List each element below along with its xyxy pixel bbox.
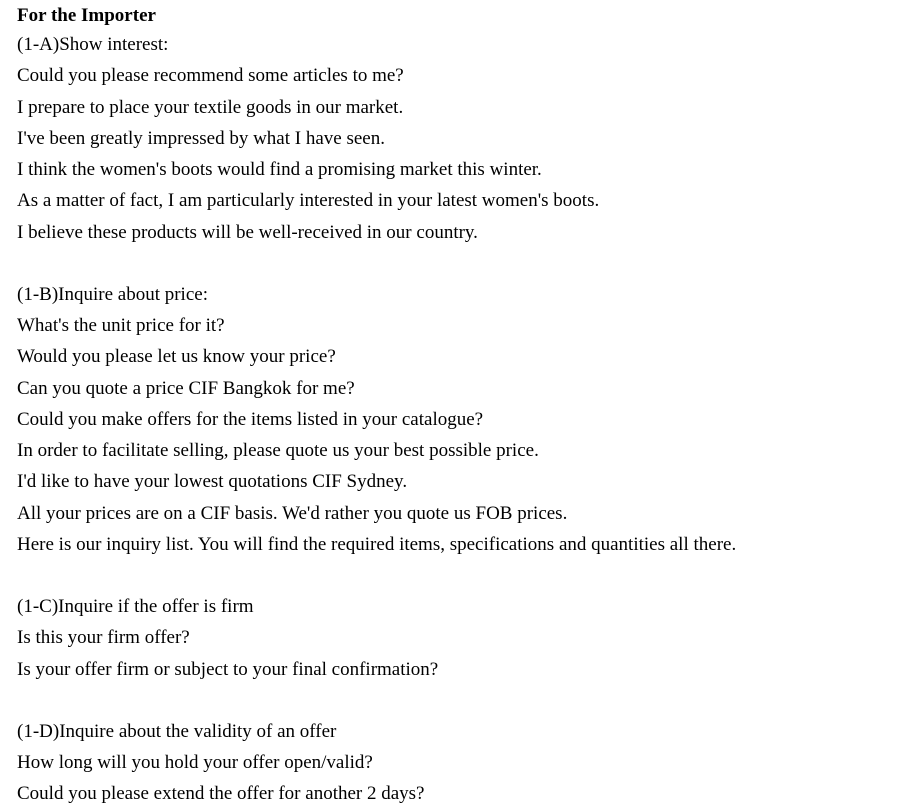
section-1c [17,591,902,685]
sentence-line: All your prices are on a CIF basis. We'd rather you quote us FOB prices. [17,502,568,524]
sentence-line: What's the unit price for it? [17,315,225,336]
sentence-line: Could you please recommend some articles to me? [17,65,404,87]
document-page [17,3,902,810]
section-heading: (1-C)Inquire if the offer is firm [17,596,254,617]
sentence-line: Could you please extend the offer for another 2 days? [17,783,425,805]
sentence-line: I think the women's boots would find a promising market this winter. [17,159,542,180]
sentence-line: I prepare to place your textile goods in our market. [17,96,404,118]
sentence-line: Here is our inquiry list. You will find the required items, specifications and quantities all there. [17,533,737,555]
section-1d [17,716,902,810]
sentence-line: Would you please let us know your price? [17,346,336,368]
sentence-line: Could you make offers for the items listed in your catalogue? [17,408,484,430]
sentence-line: I'd like to have your lowest quotations CIF Sydney. [17,471,408,493]
sentence-line: I've been greatly impressed by what I have seen. [17,127,385,149]
sentence-line: Is your offer firm or subject to your final confirmation? [17,658,439,680]
page-title: For the Importer [17,5,156,26]
section-1b [17,279,902,560]
section-heading: (1-B)Inquire about price: [17,283,208,305]
sentence-line: Can you quote a price CIF Bangkok for me? [17,377,355,399]
sentence-line: Is this your firm offer? [17,627,190,649]
section-heading: (1-D)Inquire about the validity of an offer [17,720,337,742]
sentence-line: How long will you hold your offer open/valid? [17,752,373,773]
sentence-line: As a matter of fact, I am particularly interested in your latest women's boots. [17,190,600,212]
sentence-line: In order to facilitate selling, please quote us your best possible price. [17,440,539,461]
sentence-line: I believe these products will be well-received in our country. [17,221,478,243]
section-heading: (1-A)Show interest: [17,34,169,55]
section-1a [17,29,902,248]
